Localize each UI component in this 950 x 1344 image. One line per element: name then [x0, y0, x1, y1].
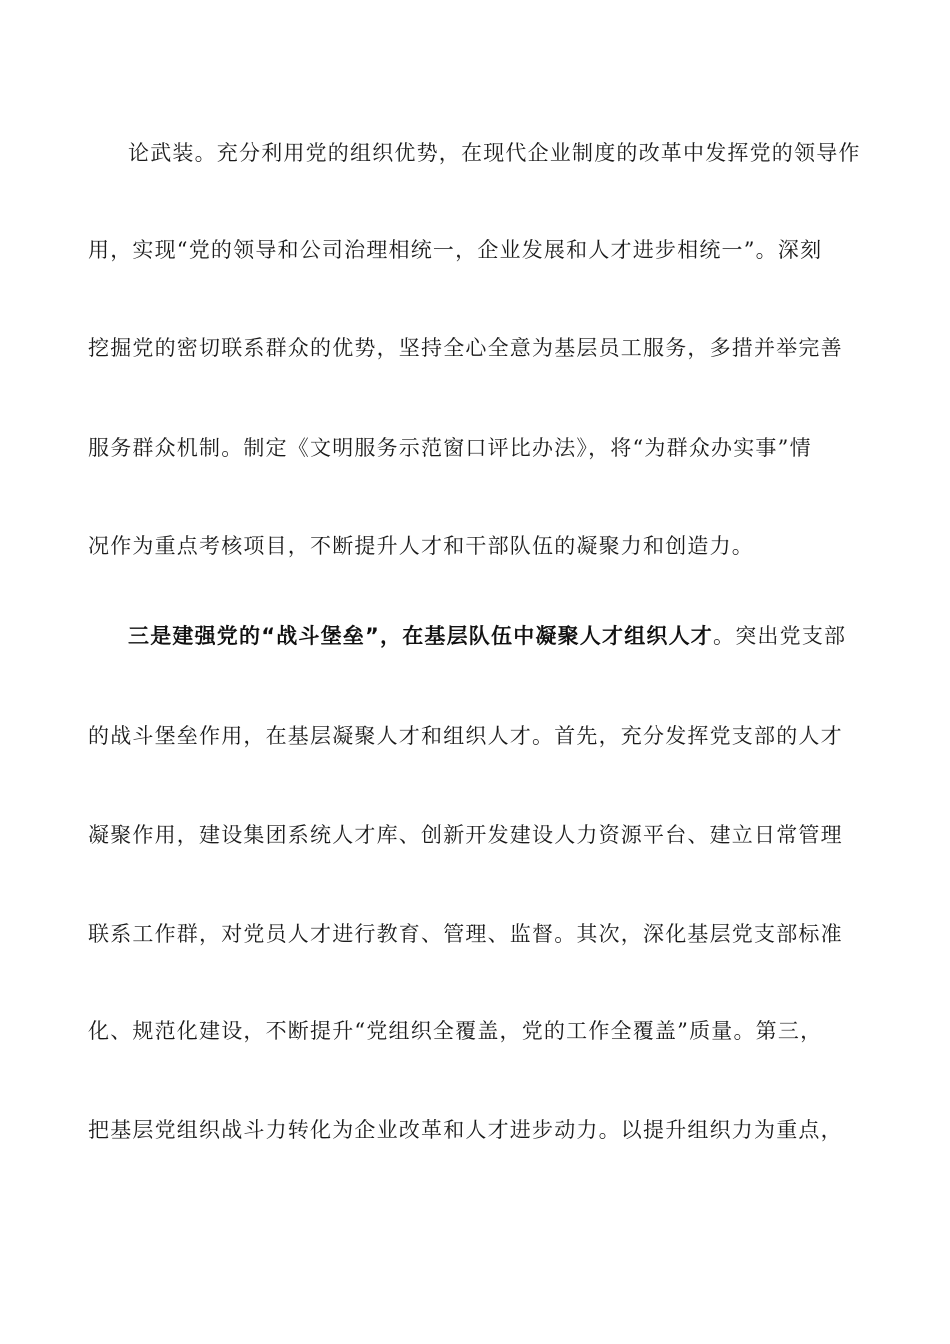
paragraph-2-heading: 三是建强党的“战斗堡垒”，在基层队伍中凝聚人才组织人才	[128, 624, 714, 648]
paragraph-2-line-4: 联系工作群，对党员人才进行教育、管理、监督。其次，深化基层党支部标准	[88, 922, 843, 946]
paragraph-1-line-2: 用，实现“党的领导和公司治理相统一，企业发展和人才进步相统一”。深刻	[88, 238, 823, 262]
paragraph-1-line-1: 论武装。充分利用党的组织优势，在现代企业制度的改革中发挥党的领导作	[128, 141, 861, 165]
paragraph-2-line-2: 的战斗堡垒作用，在基层凝聚人才和组织人才。首先，充分发挥党支部的人才	[88, 724, 843, 748]
paragraph-2-line-1	[128, 616, 908, 656]
paragraph-2-line-5: 化、规范化建设，不断提升“党组织全覆盖，党的工作全覆盖”质量。第三，	[88, 1019, 823, 1043]
paragraph-2-heading-tail: 。突出党支部	[713, 624, 847, 648]
paragraph-1-line-4: 服务群众机制。制定《文明服务示范窗口评比办法》，将“为群众办实事”情	[88, 436, 812, 460]
paragraph-2-line-6: 把基层党组织战斗力转化为企业改革和人才进步动力。以提升组织力为重点，	[88, 1118, 843, 1142]
paragraph-1-line-3: 挖掘党的密切联系群众的优势，坚持全心全意为基层员工服务，多措并举完善	[88, 336, 843, 360]
paragraph-1-line-5: 况作为重点考核项目，不断提升人才和干部队伍的凝聚力和创造力。	[88, 534, 754, 558]
paragraph-2-line-3: 凝聚作用，建设集团系统人才库、创新开发建设人力资源平台、建立日常管理	[88, 823, 843, 847]
